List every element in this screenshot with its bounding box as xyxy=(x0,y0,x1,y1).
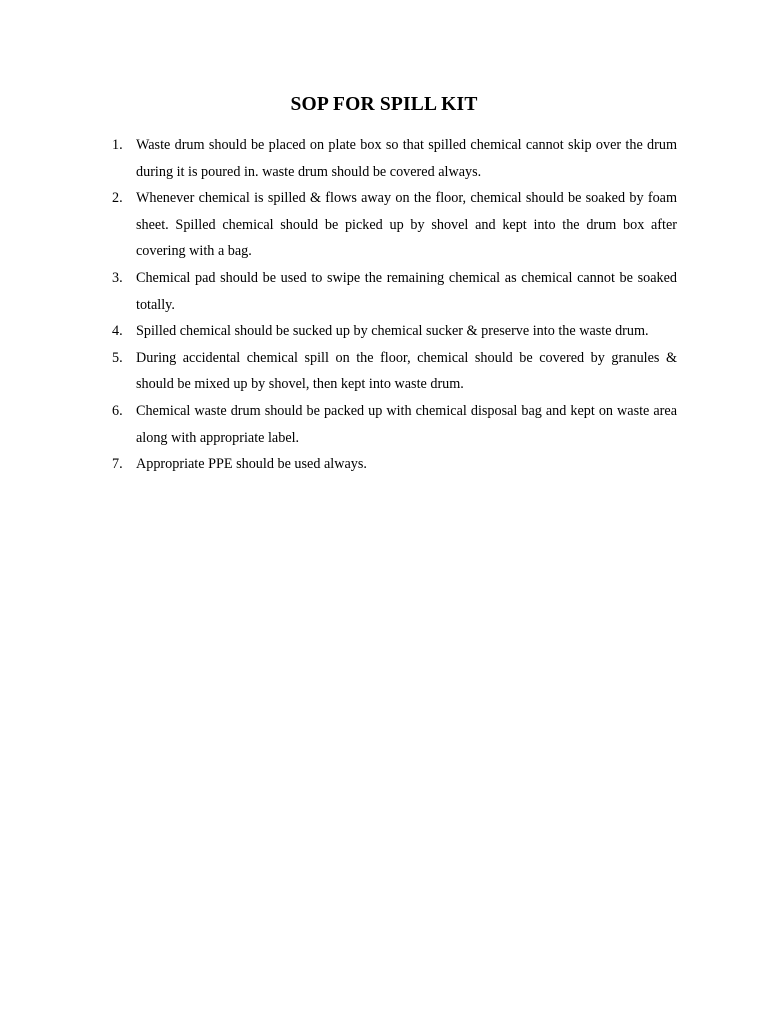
list-item-text: Chemical waste drum should be packed up with chemical disposal bag and kept on waste area along with appropriate label. xyxy=(136,402,677,446)
list-item-number: 1. xyxy=(112,137,123,153)
list-item xyxy=(0,451,768,478)
list-item-text: During accidental chemical spill on the floor, chemical should be covered by granules & should be mixed up by shovel, then kept into waste drum. xyxy=(136,349,677,393)
document-title: SOP FOR SPILL KIT xyxy=(290,94,478,115)
list-item-number: 2. xyxy=(112,190,123,207)
list-item xyxy=(0,265,768,318)
list-item xyxy=(0,345,768,398)
list-item xyxy=(0,185,768,265)
list-item-text: Spilled chemical should be sucked up by chemical sucker & preserve into the waste drum. xyxy=(136,323,649,340)
list-item xyxy=(0,318,768,345)
list-item-text: Appropriate PPE should be used always. xyxy=(136,456,367,473)
list-item-number: 4. xyxy=(112,323,123,340)
list-item xyxy=(0,132,768,185)
list-item xyxy=(0,398,768,451)
list-item-text: Waste drum should be placed on plate box so that spilled chemical cannot skip over the drum during it is poured in. waste drum should be covered always. xyxy=(136,137,677,180)
list-item-text: Whenever chemical is spilled & flows away on the floor, chemical should be soaked by foam sheet. Spilled chemical should be picked up by shovel and kept into the drum box after covering with a bag. xyxy=(136,190,677,260)
list-item-number: 5. xyxy=(112,349,123,366)
list-item-text: Chemical pad should be used to swipe the remaining chemical as chemical cannot be soaked totally. xyxy=(136,269,677,313)
list-item-number: 7. xyxy=(112,456,123,473)
sop-list xyxy=(0,132,768,478)
list-item-number: 6. xyxy=(112,402,123,419)
list-item-number: 3. xyxy=(112,269,123,286)
